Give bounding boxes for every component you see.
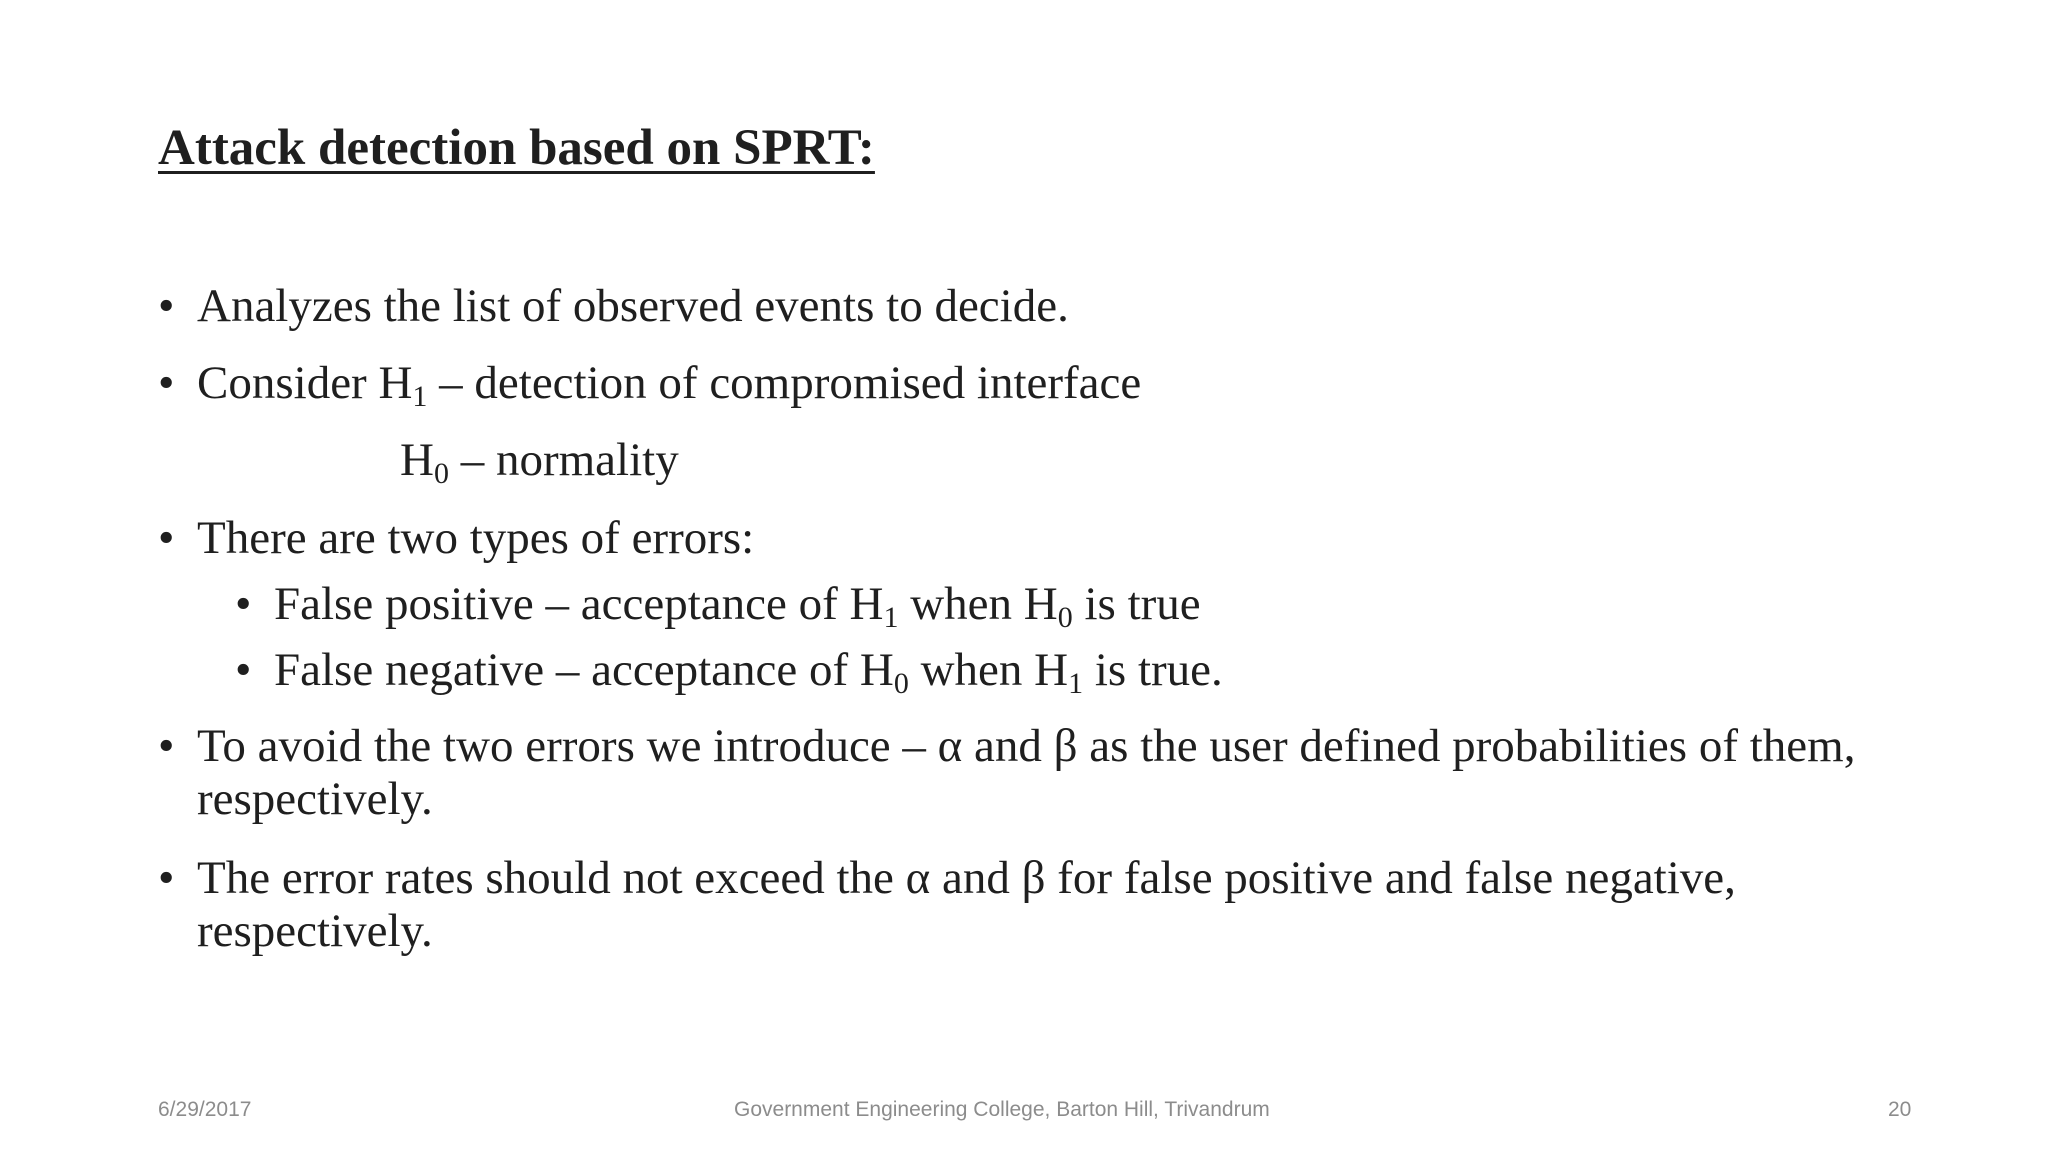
footer-text: Government Engineering College, Barton Hill, Trivandrum (734, 1098, 1270, 1121)
bullet-dot: • (158, 720, 175, 772)
subscript: 1 (883, 601, 899, 634)
continuation-line (400, 434, 679, 490)
bullet-text: There are two types of errors: (197, 512, 755, 564)
bullet-dot: • (158, 512, 175, 564)
footer-date: 6/29/2017 (158, 1098, 252, 1121)
bullet-dot: • (235, 578, 252, 630)
bullet-dot: • (158, 357, 175, 409)
subscript: 1 (1068, 667, 1084, 700)
text-segment: when H (898, 578, 1058, 630)
subscript: 1 (412, 380, 428, 413)
bullet-text: The error rates should not exceed the α and β for false positive and false negative, respectively. (197, 852, 1736, 957)
bullet-text: Analyzes the list of observed events to decide. (197, 280, 1069, 332)
text-segment: False negative – acceptance of H (274, 644, 894, 696)
slide-title: Attack detection based on SPRT: (158, 120, 875, 176)
bullet-text (274, 578, 1201, 634)
page-number: 20 (1888, 1098, 1912, 1121)
subscript: 0 (1057, 601, 1073, 634)
text-segment: – detection of compromised interface (427, 357, 1142, 409)
text-segment: is true (1072, 578, 1201, 630)
text-segment: when H (908, 644, 1069, 696)
text-segment: is true. (1083, 644, 1223, 696)
text-segment: Consider H (197, 357, 413, 409)
subscript: 0 (433, 457, 449, 490)
text-segment: False positive – acceptance of H (274, 578, 884, 630)
bullet-dot: • (158, 280, 175, 332)
bullet-text (197, 357, 1142, 413)
bullet-text: To avoid the two errors we introduce – α and β as the user defined probabilities of them, respectively. (197, 720, 1856, 825)
text-segment: – normality (448, 434, 679, 486)
bullet-text (274, 644, 1223, 700)
bullet-dot: • (158, 852, 175, 904)
subscript: 0 (893, 667, 909, 700)
bullet-dot: • (235, 644, 252, 696)
text-segment: H (400, 434, 434, 486)
